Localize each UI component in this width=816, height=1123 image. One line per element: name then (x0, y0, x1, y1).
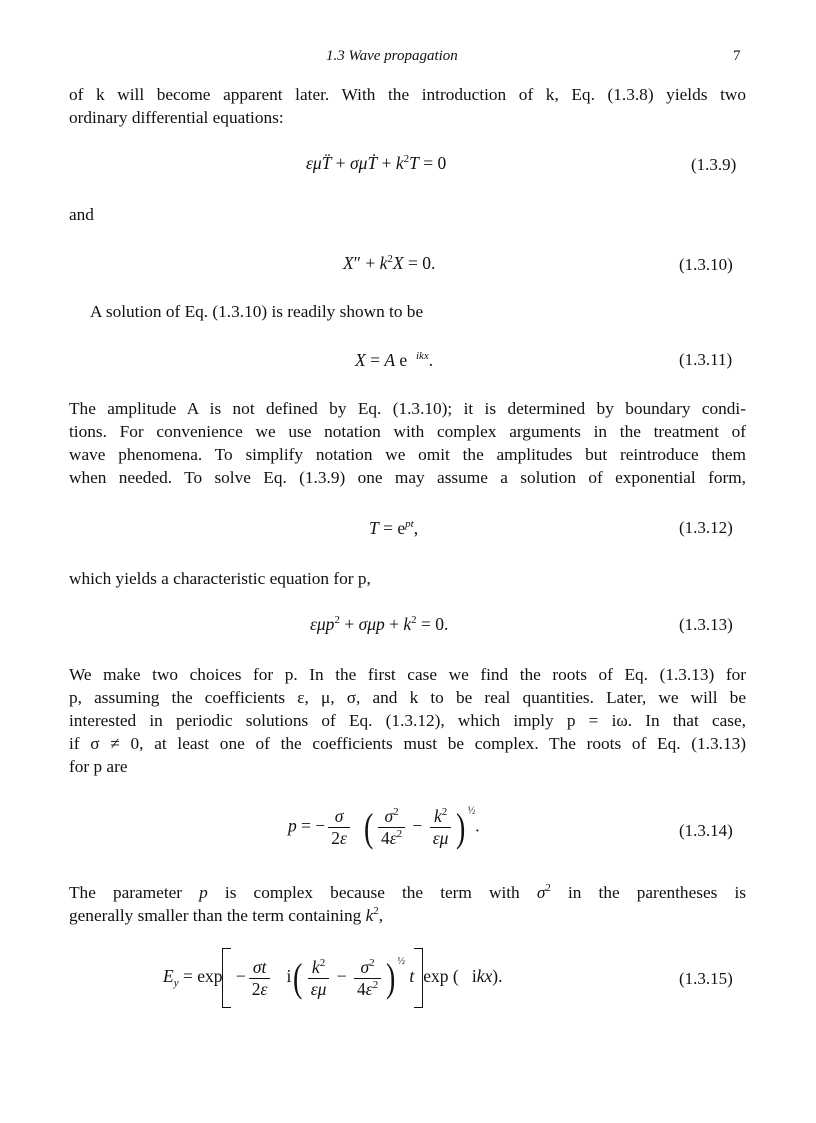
paragraph-2 (90, 300, 767, 323)
text-line: A solution of Eq. (1.3.10) is readily shown to be (90, 302, 424, 321)
text-line: of k will become apparent later. With the introduction of k, Eq. (1.3.8) yields two (69, 85, 746, 104)
paragraph-and (69, 203, 746, 226)
text-line: ordinary differential equations: (69, 108, 284, 127)
equation-label: (1.3.15) (679, 969, 733, 988)
equation-label: (1.3.11) (679, 350, 733, 369)
text-line: tions. For convenience we use notation with complex arguments in the treatment of (69, 422, 746, 441)
paragraph-6 (69, 881, 746, 927)
running-head-title: 1.3 Wave propagation (326, 48, 458, 64)
equation-1-3-11: X = A e $^{ikx}$. (355, 350, 434, 370)
paragraph-1 (69, 83, 746, 129)
page-number: 7 (733, 48, 741, 64)
equation-1-3-12: $T = e^{pt}$, (369, 518, 419, 538)
text-line: and (69, 205, 94, 224)
equation-1-3-9: εμT̈ + σμṪ + $k^2T = 0$ (306, 153, 447, 173)
equation-1-3-15: $E_y = \exp$ − $\frac{\sigma t}{2\varepsilon}$ i( $\frac{k^2}{\varepsilon\mu}$ − $\frac{\sigma^2}{4\varepsilon^2}$ ) $^{\frac{1}{2}}$ t exp ( ikx). (163, 948, 502, 1008)
text-line: The amplitude A is not defined by Eq. (1.3.10); it is determined by boundary condi- (69, 399, 746, 418)
paragraph-4 (69, 567, 746, 590)
equation-label: (1.3.14) (679, 821, 733, 840)
text-line: The parameter p is complex because the term with $\sigma^2$ in the parentheses is (69, 882, 746, 902)
text-line: wave phenomena. To simplify notation we omit the amplitudes but reintroduce them (69, 445, 746, 464)
paragraph-5 (69, 663, 746, 778)
text-line: when needed. To solve Eq. (1.3.9) one may assume a solution of exponential form, (69, 468, 746, 487)
text-line: interested in periodic solutions of Eq. (1.3.12), which imply p = iω. In that case, (69, 711, 746, 730)
equation-label: (1.3.10) (679, 255, 733, 274)
paragraph-3 (69, 397, 746, 489)
text-line: for p are (69, 757, 128, 776)
equation-label: (1.3.13) (679, 615, 733, 634)
equation-label: (1.3.12) (679, 518, 733, 537)
equation-1-3-14: p = − $\frac{\sigma}{2\varepsilon}$ ( $\frac{\sigma^2}{4\varepsilon^2}$ − $\frac{k^2}{\varepsilon\mu}$ ) $^{\frac{1}{2}}$. (288, 804, 480, 850)
text-line: which yields a characteristic equation for p, (69, 569, 371, 588)
text-line: if σ ≠ 0, at least one of the coefficients must be complex. The roots of Eq. (1.3.13) (69, 734, 746, 753)
equation-1-3-13: $\varepsilon\mu p^2 + \sigma\mu p + k^2 = 0$. (310, 614, 449, 634)
text-line: generally smaller than the term containing $k^2$, (69, 905, 384, 925)
text-line: We make two choices for p. In the first case we find the roots of Eq. (1.3.13) for (69, 665, 746, 684)
equation-label: (1.3.9) (691, 155, 737, 174)
text-line: p, assuming the coefficients ε, μ, σ, and k to be real quantities. Later, we will be (69, 688, 746, 707)
equation-1-3-10: $X'' + k^2X = 0$. (343, 253, 436, 273)
